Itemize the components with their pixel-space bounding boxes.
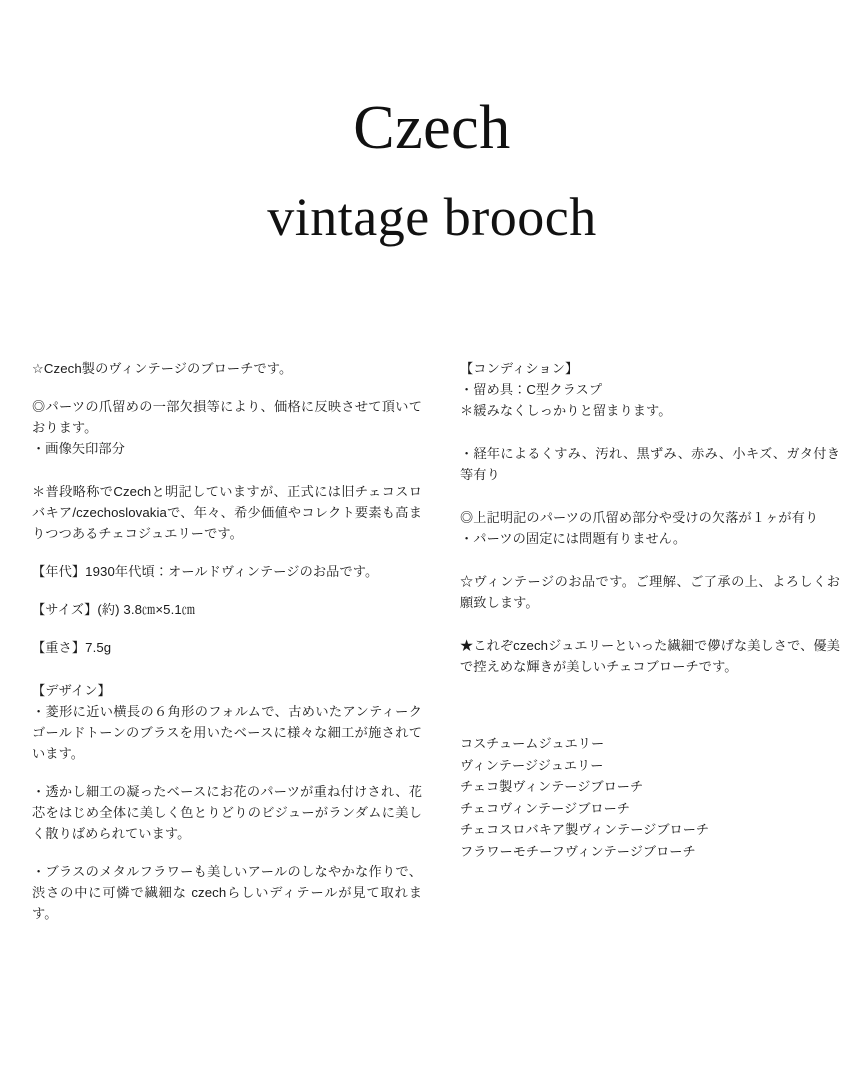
paragraph-clasp: ・留め具：C型クラスプ (460, 382, 603, 397)
paragraph-czech-naming: ＊普段略称でCzechと明記していますが、正式には旧チェコスロバキア/czechoslovakiaで、年々、希少価値やコレクト要素も高まりつつあるチェコジュエリーです。 (32, 484, 422, 541)
keyword-item: ヴィンテージジュエリー (460, 757, 604, 773)
keyword-list (460, 733, 840, 862)
keyword-item: フラワーモチーフヴィンテージブローチ (460, 843, 696, 859)
paragraph-wear: ・経年によるくすみ、汚れ、黒ずみ、赤み、小キズ、ガタ付き等有り (460, 446, 840, 482)
title-line-secondary: vintage brooch (267, 187, 597, 247)
paragraph-design-heading: 【デザイン】 (32, 683, 111, 698)
paragraph-image-arrow: ・画像矢印部分 (32, 441, 126, 456)
paragraph-fixing-ok: ・パーツの固定には問題有りません。 (460, 531, 687, 546)
paragraph-design-metalflower: ・ブラスのメタルフラワーも美しいアールのしなやかな作りで、渋さの中に可憐で繊細な czechらしいディテールが見て取れます。 (32, 864, 422, 921)
paragraph-closing: ★これぞczechジュエリーといった繊細で儚げな美しさで、優美で控えめな輝きが美しいチェコブローチです。 (460, 638, 840, 674)
left-column (0, 358, 440, 941)
paragraph-size: 【サイズ】(約) 3.8㎝×5.1㎝ (32, 602, 196, 617)
paragraph-weight: 【重さ】7.5g (32, 640, 112, 655)
paragraph-design-bijou: ・透かし細工の凝ったベースにお花のパーツが重ね付けされ、花芯をはじめ全体に美しく色とりどりのビジューがランダムに美しく散りばめられています。 (32, 784, 422, 841)
keyword-item: チェコ製ヴィンテージブローチ (460, 779, 644, 794)
paragraph-condition-heading: 【コンディション】 (460, 361, 579, 376)
paragraph-condition-note: ◎パーツの爪留めの一部欠損等により、価格に反映させて頂いております。 (32, 399, 422, 435)
keyword-item: コスチュームジュエリー (460, 736, 605, 751)
page-title (0, 0, 864, 252)
paragraph-intro: ☆Czech製のヴィンテージのブローチです。 (32, 361, 293, 376)
title-line-primary: Czech (353, 94, 511, 162)
right-column (440, 358, 864, 941)
content-columns (0, 358, 864, 941)
paragraph-clasp-note: ＊緩みなくしっかりと留まります。 (460, 403, 672, 418)
paragraph-era: 【年代】1930年代頃：オールドヴィンテージのお品です。 (32, 564, 379, 579)
paragraph-vintage-notice: ☆ヴィンテージのお品です。ご理解、ご了承の上、よろしくお願致します。 (460, 574, 840, 610)
keyword-item: チェコヴィンテージブローチ (460, 800, 630, 816)
keyword-item: チェコスロバキア製ヴィンテージブローチ (460, 822, 710, 837)
paragraph-design-form: ・菱形に近い横長の６角形のフォルムで、古めいたアンティークゴールドトーンのブラスを用いたベースに様々な細工が施されています。 (32, 704, 422, 761)
paragraph-missing-part: ◎上記明記のパーツの爪留め部分や受けの欠落が１ヶが有り (460, 510, 819, 525)
